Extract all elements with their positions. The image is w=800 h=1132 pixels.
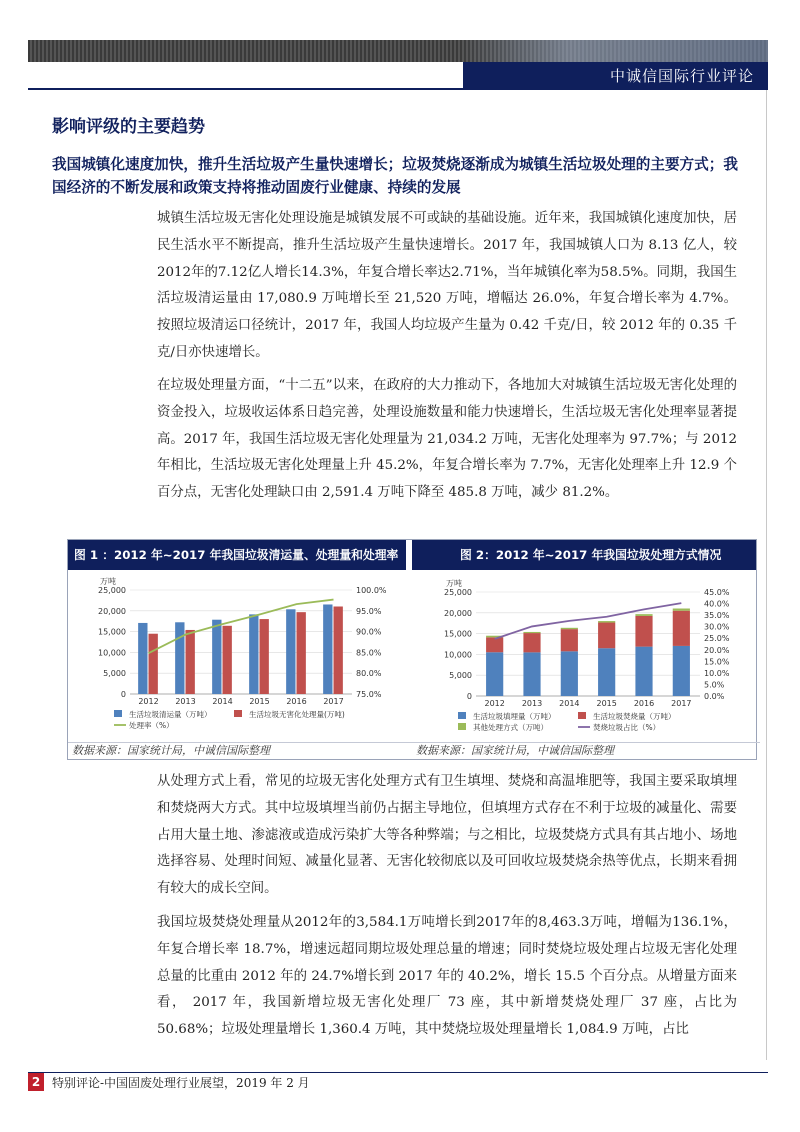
paragraph-2: 在垃圾处理量方面，“十二五”以来，在政府的大力推动下，各地加大对城镇生活垃圾无害化处理的资金投入，垃圾收运体系日趋完善，处理设施数量和能力快速增长，生活垃圾无害化处理率显著提高。2017 年，我国生活垃圾无害化处理量为 21,034.2 万吨，无害化处理率为 97.7%；与 2012 年相比，生活垃圾无害化处理量上升 45.2%，年复合增长率为 7.7%，无害化处理率上升 12.9 个百分点，无害化处理缺口由 2,591.4 万吨下降至 485.8 万吨，减少 81.2%。	[157, 378, 737, 501]
figure-1-source: 数据来源：国家统计局，中诚信国际整理	[68, 742, 412, 759]
legend-label: 生活垃圾填埋量（万吨）	[473, 712, 556, 721]
bar	[249, 614, 258, 694]
bar	[175, 622, 184, 694]
y-tick-label: 25,000	[444, 588, 472, 597]
y2-tick-label: 30.0%	[704, 622, 730, 632]
stacked-bar-segment	[598, 623, 615, 649]
lead-summary: 我国城镇化速度加快，推升生活垃圾产生量快速增长；垃圾焚烧逐渐成为城镇生活垃圾处理的主要方式；我国经济的不断发展和政策支持将推动固废行业健康、持续的发展	[52, 156, 738, 196]
figures-panel	[67, 539, 757, 760]
stacked-bar-segment	[486, 637, 503, 652]
y-tick-label: 0	[466, 692, 472, 701]
figure-1-chart	[70, 570, 406, 740]
bar	[186, 630, 195, 694]
y-tick-label: 0	[120, 690, 126, 699]
y-tick-label: 20,000	[444, 608, 472, 618]
stacked-bar-segment	[673, 646, 690, 696]
y-tick-label: 15,000	[444, 629, 472, 639]
unit-label: 万吨	[446, 579, 462, 588]
x-tick-label: 2016	[286, 697, 307, 706]
y-tick-label: 10,000	[98, 648, 126, 658]
y2-tick-label: 75.0%	[356, 690, 382, 699]
x-tick-label: 2016	[633, 699, 655, 708]
page-number: 2	[28, 1073, 44, 1091]
bar	[138, 623, 147, 694]
x-tick-label: 2012	[484, 699, 505, 708]
legend-swatch	[458, 723, 466, 730]
legend-label: 生活垃圾清运量（万吨）	[129, 710, 212, 719]
y2-tick-label: 35.0%	[704, 611, 730, 621]
stacked-bar-segment	[598, 648, 615, 696]
x-tick-label: 2014	[559, 699, 580, 708]
bar	[297, 612, 306, 694]
x-tick-label: 2017	[671, 699, 692, 708]
stacked-bar-segment	[561, 628, 578, 629]
header-rule	[28, 88, 768, 90]
y-tick-label: 10,000	[444, 650, 472, 660]
y2-tick-label: 80.0%	[356, 669, 382, 679]
y2-tick-label: 10.0%	[704, 668, 730, 678]
figure-2-chart	[412, 570, 754, 740]
y-tick-label: 20,000	[98, 606, 126, 616]
header-title: 中诚信国际行业评论	[609, 67, 754, 85]
y2-tick-label: 95.0%	[356, 606, 382, 616]
y-tick-label: 15,000	[98, 627, 126, 637]
y2-tick-label: 5.0%	[704, 680, 725, 690]
x-tick-label: 2012	[138, 697, 159, 706]
stacked-bar-segment	[561, 651, 578, 696]
x-tick-label: 2015	[596, 699, 617, 708]
legend-label: 生活垃圾无害化处理量(万吨)	[249, 710, 345, 719]
header-decoration	[460, 40, 768, 62]
stacked-bar-segment	[635, 614, 652, 616]
figure-2-source: 数据来源：国家统计局，中诚信国际整理	[412, 742, 760, 759]
legend-swatch	[234, 710, 242, 717]
y2-tick-label: 85.0%	[356, 648, 382, 658]
bar	[286, 609, 295, 694]
bar	[149, 634, 158, 694]
header-title-box	[463, 62, 768, 88]
y-tick-label: 5,000	[449, 671, 472, 681]
right-margin-rule	[766, 90, 767, 1060]
figure-2-title: 图 2：2012 年~2017 年我国垃圾处理方式情况	[412, 540, 756, 570]
x-tick-label: 2017	[323, 697, 344, 706]
y2-tick-label: 100.0%	[356, 586, 387, 595]
x-tick-label: 2014	[212, 697, 233, 706]
footer-text: 特别评论-中国固废处理行业展望，2019 年 2 月	[52, 1076, 310, 1090]
stacked-bar-segment	[635, 616, 652, 647]
legend-swatch	[458, 712, 466, 719]
legend-swatch	[114, 710, 122, 717]
y-tick-label: 25,000	[98, 586, 126, 595]
y-tick-label: 5,000	[103, 669, 126, 679]
figure-1-title: 图 1 ：2012 年~2017 年我国垃圾清运量、处理量和处理率情况	[68, 540, 406, 570]
paragraph-4: 我国垃圾焚烧处理量从2012年的3,584.1万吨增长到2017年的8,463.3万吨，增幅为136.1%，年复合增长率 18.7%，增速远超同期垃圾处理总量的增速；同时焚烧垃圾处理占垃圾无害化处理总量的比重由 2012 年的 24.7%增长到 2017 年的 40.2%，增长 15.5 个百分点。从增量方面来看， 2017 年，我国新增垃圾无害化处理厂 73 座，其中新增焚烧处理厂 37 座，占比为 50.68%；垃圾处理量增长 1,360.4 万吨，其中焚烧垃圾处理量增长 1,084.9 万吨，占比	[157, 915, 737, 1038]
paragraph-1: 城镇生活垃圾无害化处理设施是城镇发展不可或缺的基础设施。近年来，我国城镇化速度加快，居民生活水平不断提高，推升生活垃圾产生量快速增长。2017 年，我国城镇人口为 8.13 亿人，较2012年的7.12亿人增长14.3%，年复合增长率达2.71%，当年城镇化率为58.5%。同期，我国生活垃圾清运量由 17,080.9 万吨增长至 21,520 万吨，增幅达 26.0%，年复合增长率为 4.7%。按照垃圾清运口径统计，2017 年，我国人均垃圾产生量为 0.42 千克/日，较 2012 年的 0.35 千克/日亦快速增长。	[157, 211, 737, 360]
stacked-bar-segment	[598, 621, 615, 622]
stacked-bar-segment	[635, 647, 652, 696]
bar	[223, 626, 232, 694]
figure-2-svg	[412, 570, 754, 740]
legend-label: 焚烧垃圾占比（%）	[593, 723, 661, 732]
stacked-bar-segment	[523, 633, 540, 652]
legend-label: 其他处理方式（万吨）	[473, 723, 548, 732]
y2-tick-label: 40.0%	[704, 599, 730, 609]
paragraph-3: 从处理方式上看，常见的垃圾无害化处理方式有卫生填埋、焚烧和高温堆肥等，我国主要采取填埋和焚烧两大方式。其中垃圾填埋当前仍占据主导地位，但填埋方式存在不利于垃圾的减量化、需要占用大量土地、渗滤液或造成污染扩大等各种弊端；与之相比，垃圾焚烧方式具有其占地小、场地选择容易、处理时间短、减量化显著、无害化较彻底以及可回收垃圾焚烧余热等优点，长期来看拥有较大的成长空间。	[157, 774, 737, 897]
figure-1-svg	[70, 570, 406, 740]
bar	[334, 606, 343, 694]
bar	[212, 620, 221, 694]
stacked-bar-segment	[561, 629, 578, 651]
y2-tick-label: 25.0%	[704, 634, 730, 644]
stacked-bar-segment	[523, 632, 540, 633]
bar	[323, 604, 332, 694]
y2-tick-label: 45.0%	[704, 588, 730, 597]
y2-tick-label: 0.0%	[704, 692, 725, 701]
x-tick-label: 2013	[521, 699, 543, 708]
legend-label: 处理率（%）	[129, 721, 174, 730]
section-title: 影响评级的主要趋势	[52, 117, 205, 137]
stacked-bar-segment	[486, 652, 503, 696]
legend-swatch	[578, 712, 586, 719]
stacked-bar-segment	[523, 652, 540, 696]
x-tick-label: 2015	[249, 697, 270, 706]
footer-rule	[28, 1072, 768, 1073]
y2-tick-label: 15.0%	[704, 657, 730, 667]
y2-tick-label: 90.0%	[356, 627, 382, 637]
legend-label: 生活垃圾焚烧量（万吨）	[593, 712, 676, 721]
figure-divider	[408, 540, 411, 759]
stacked-bar-segment	[673, 608, 690, 610]
x-tick-label: 2013	[175, 697, 196, 706]
unit-label: 万吨	[100, 577, 116, 586]
y2-tick-label: 20.0%	[704, 645, 730, 655]
bar	[260, 619, 269, 694]
stacked-bar-segment	[673, 611, 690, 646]
